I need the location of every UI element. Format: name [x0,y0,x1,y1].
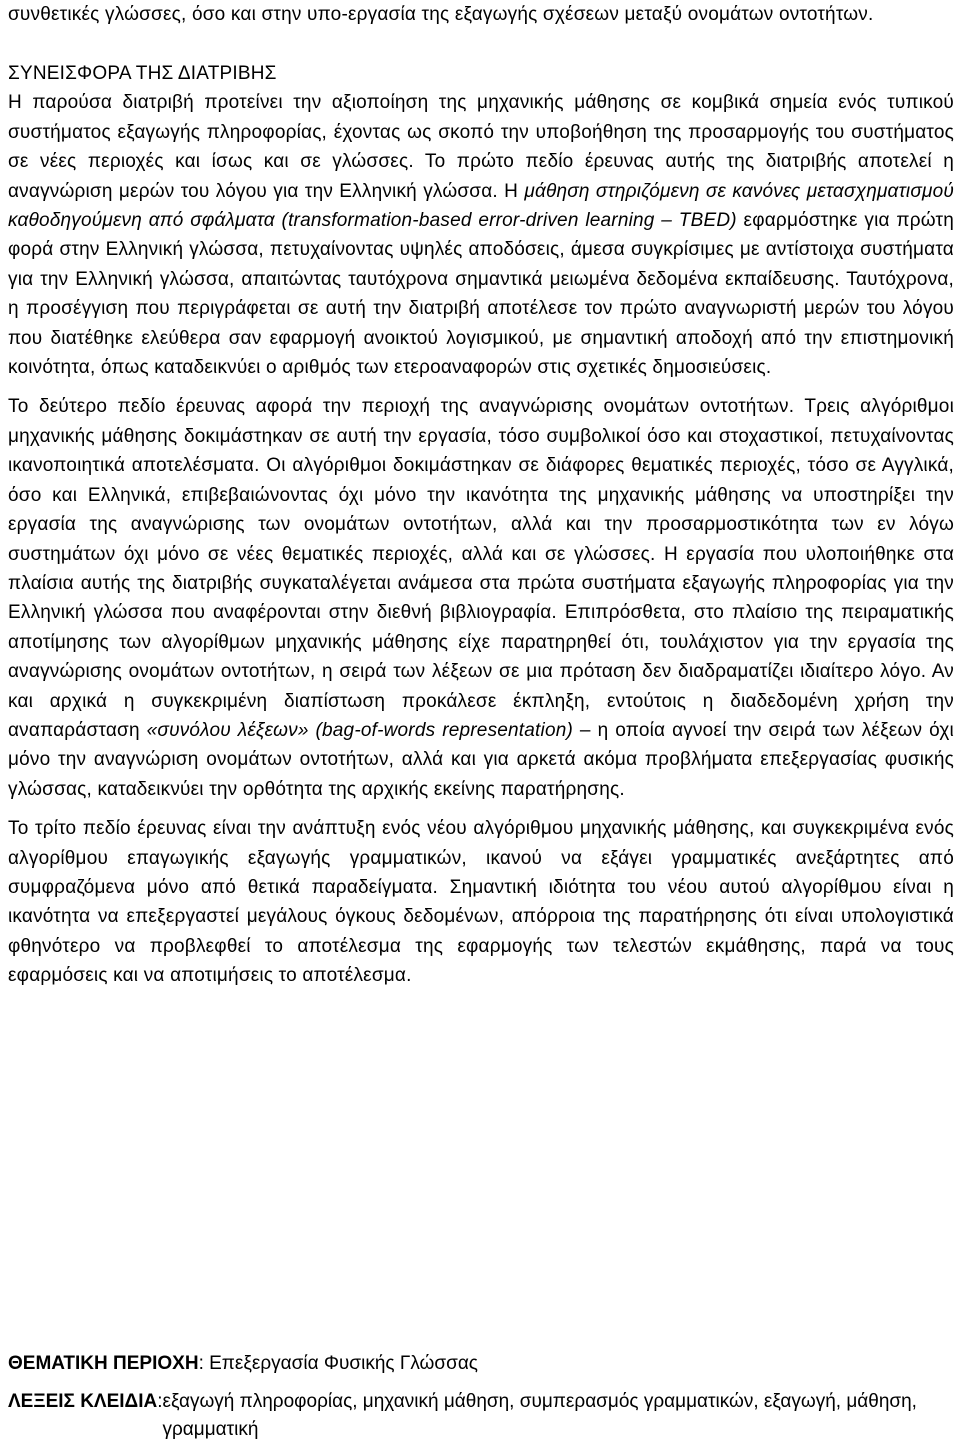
paragraph-2-italic: «συνόλου λέξεων» (bag-of-words representation) [146,719,574,741]
subject-area [8,1350,954,1378]
paragraph-2 [8,392,954,804]
subject-area-sep: : [198,1353,204,1374]
subject-area-value: Επεξεργασία Φυσικής Γλώσσας [203,1353,478,1374]
keywords-sep: : [157,1391,163,1412]
keywords [8,1388,954,1444]
paragraph-1-text-c: εφαρμόστηκε για πρώτη φορά στην Ελληνική γλώσσα, πετυχαίνοντας υψηλές αποδόσεις, άμεσα συγκρίσιμες με αντίστοιχα συστήματα για την Ελληνική γλώσσα, απαιτώντας ταυτόχρονα σημαντικά μειωμένα δεδομένα εκπαίδευσης. Ταυτόχρονα, η προσέγγιση που περιγράφεται σε αυτή την διατριβή αποτέλεσε τον πρώτο αναγνωριστή μερών του λόγου που διατέθηκε ελεύθερα σαν εφαρμογή ανοικτού λογισμικού, με σημαντική αποδοχή από την επιστημονική κοινότητα, όπως καταδεικνύει ο αριθμός των ετεροαναφορών στις σχετικές δημοσιεύσεις. [8,210,954,379]
paragraph-2-text-c: – η οποία αγνοεί την σειρά των λέξεων όχι μόνο την αναγνώριση ονομάτων οντοτήτων, αλλά και για αρκετά ακόμα προβλήματα επεξεργασίας φυσικής γλώσσας, καταδεικνύει την ορθότητα της αρχικής εκείνης παρατήρησης. [8,719,954,800]
document-page [8,0,954,991]
paragraph-1-text-a: Η παρούσα διατριβή προτείνει την αξιοποίηση της μηχανικής μάθησης σε κομβικά σημεία ενός τυπικού συστήματος εξαγωγής πληροφορίας, έχοντας ως σκοπό την υποβοήθηση της προσαρμογής του συστήματος σε νέες περιοχές και ίσως και σε γλώσσες. Το πρώτο πεδίο έρευνας αυτής της διατριβής αποτελεί η αναγνώριση μερών του λόγου για την Ελληνική γλώσσα. Η [8,92,954,202]
keywords-label-group [8,1388,163,1444]
intro-paragraph: συνθετικές γλώσσες, όσο και στην υπο-εργασία της εξαγωγής σχέσεων μεταξύ ονομάτων οντοτήτων. [8,4,874,25]
subject-area-label: ΘΕΜΑΤΙΚΗ ΠΕΡΙΟΧΗ [8,1353,199,1374]
keywords-value: εξαγωγή πληροφορίας, μηχανική μάθηση, συμπερασμός γραμματικών, εξαγωγή, μάθηση, γραμματική [162,1391,917,1440]
paragraph-3: Το τρίτο πεδίο έρευνας είναι την ανάπτυξη ενός νέου αλγόριθμου μηχανικής μάθησης, και συγκεκριμένα ενός αλγορίθμου επαγωγικής εξαγωγής γραμματικών, ικανού να εξάγει γραμματικές ανεξάρτητες από συμφραζόμενα μόνο από θετικά παραδείγματα. Σημαντική ιδιότητα του νέου αυτού αλγορίθμου είναι η ικανότητα να επεξεργαστεί μεγάλους όγκους δεδομένων, απόρροια της παρατήρησης ότι είναι υπολογιστικά φθηνότερο να προβλεφθεί το αποτέλεσμα της εφαρμογής των τελεστών εκμάθησης, παρά να τους εφαρμόσεις και να αποτιμήσεις το αποτέλεσμα. [8,818,954,987]
section-title: ΣΥΝΕΙΣΦΟΡΑ ΤΗΣ ΔΙΑΤΡΙΒΗΣ [8,63,277,85]
paragraph-1 [8,88,954,382]
paragraph-2-text-a: Το δεύτερο πεδίο έρευνας αφορά την περιοχή της αναγνώρισης ονομάτων οντοτήτων. Τρεις αλγόριθμοι μηχανικής μάθησης δοκιμάστηκαν σε αυτή την εργασία, τόσο συμβολικοί όσο και στοχαστικοί, πετυχαίνοντας ικανοποιητικά αποτελέσματα. Οι αλγόριθμοι δοκιμάστηκαν σε διάφορες θεματικές περιοχές, τόσο σε Αγγλικά, όσο και Ελληνικά, επιβεβαιώνοντας όχι μόνο την ικανότητα της μηχανικής μάθησης να υποστηρίξει την εργασία της αναγνώρισης των ονομάτων οντοτήτων, αλλά και την προσαρμοστικότητα των εν λόγω συστημάτων όχι μόνο σε νέες θεματικές περιοχές, αλλά και σε γλώσσες. Η εργασία που υλοποιήθηκε στα πλαίσια αυτής της διατριβής συγκαταλέγεται ανάμεσα στα πρώτα συστήματα εξαγωγής πληροφορίας για την Ελληνική γλώσσα που αναφέρονται στην διεθνή βιβλιογραφία. Επιπρόσθετα, στο πλαίσιο της πειραματικής αποτίμησης των αλγορίθμων μηχανικής μάθησης είχε παρατηρηθεί ότι, τουλάχιστον για την εργασία της αναγνώρισης ονομάτων οντοτήτων, η σειρά των λέξεων σε μια πρόταση δεν διαδραματίζει ιδιαίτερο λόγο. Αν και αρχικά η συγκεκριμένη διαπίστωση προκάλεσε έκπληξη, εντούτοις η διαδεδομένη χρήση την αναπαράσταση [8,396,954,741]
keywords-label: ΛΕΞΕΙΣ ΚΛΕΙΔΙΑ [8,1391,158,1412]
paragraph-1-italic: μάθηση στηριζόμενη σε κανόνες μετασχηματισμού καθοδηγούμενη από σφάλματα (transformation-based error-driven learning – TBED) [8,180,954,232]
